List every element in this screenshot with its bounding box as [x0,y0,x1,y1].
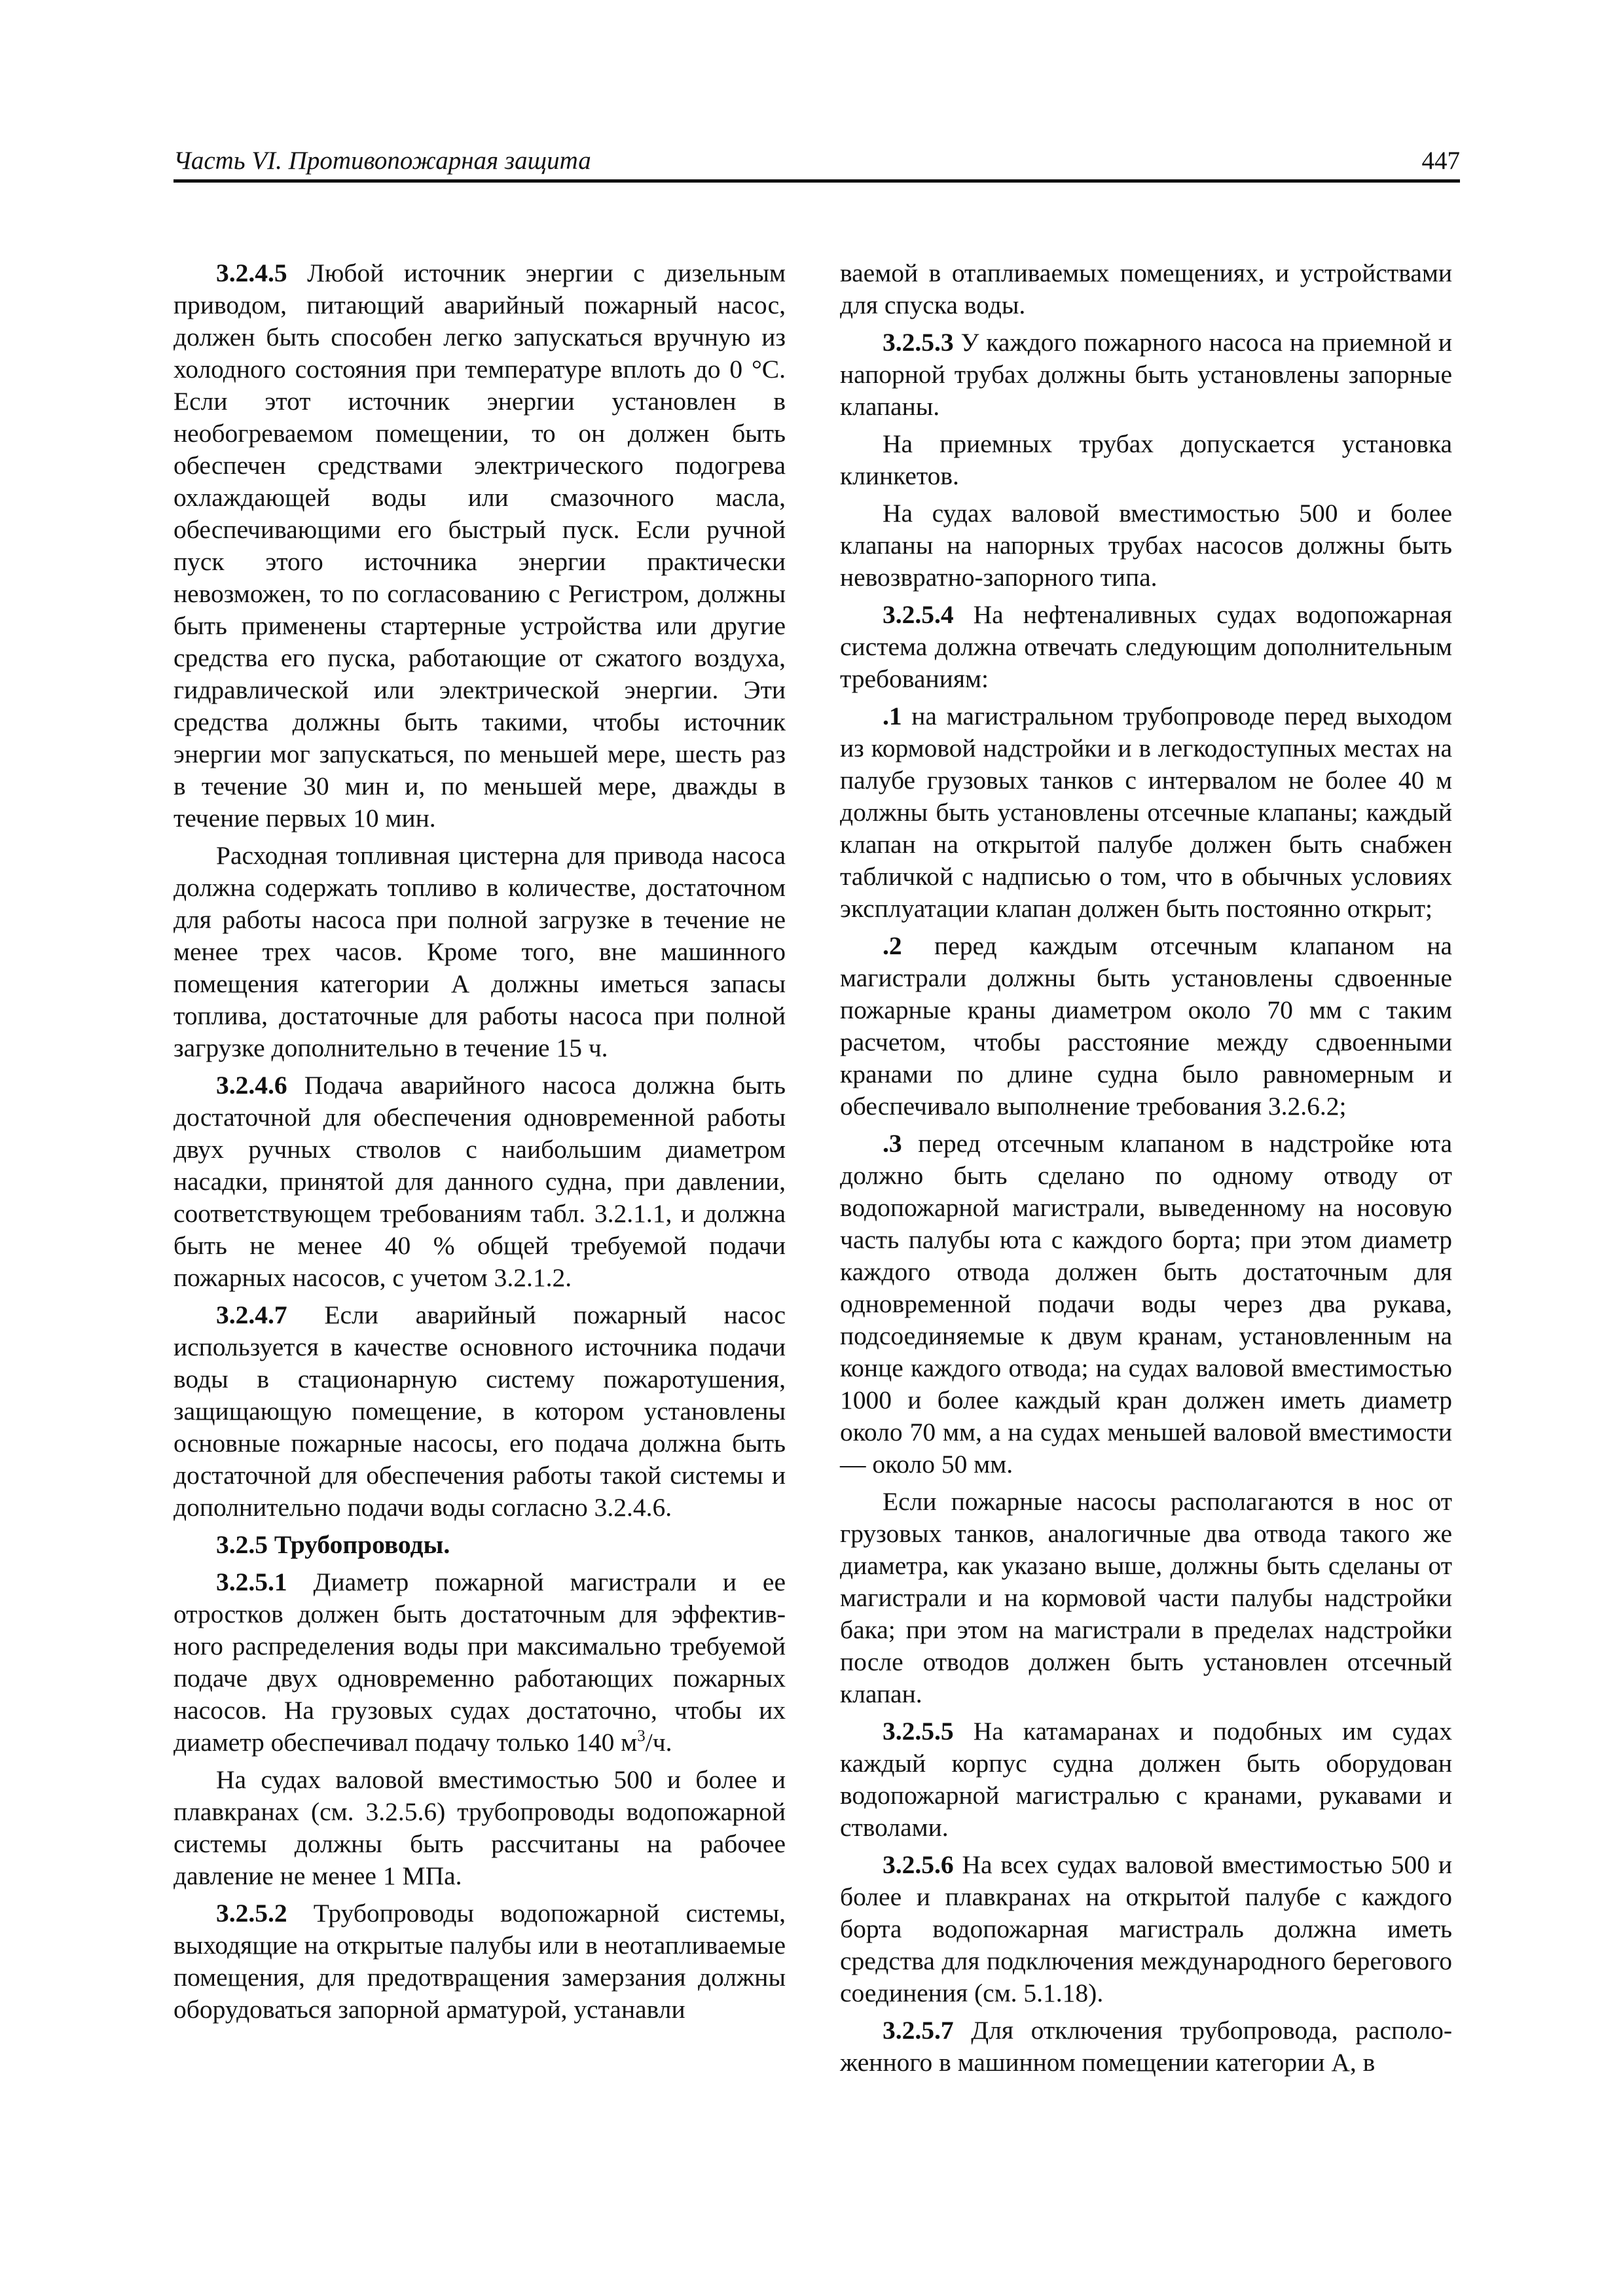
left-column [173,257,786,2031]
paragraph [173,1069,786,1294]
clause-text: Любой источник энергии с дизельным приводом, питающий аварийный пожарный насос, должен быть способен легко запускаться вручную из холодного состояния при температуре вплоть до 0 °С. Если этот источник энергии установлен в необогреваемом помещении, то он должен быть обеспечен средствами электрического подогрева охлаждающей воды или смазочного масла, обеспечивающими его быстрый пуск. Если ручной пуск этого источника энергии практически невозможен, то по согласованию с Регистром, должны быть применены стартерные устройства или другие средства его пуска, работающие от сжатого воздуха, гидравлической или электрической энергии. Эти средства должны быть такими, чтобы источник энергии мог запускаться, по меньшей мере, шесть раз в течение 30 мин и, по меньшей мере, дважды в течение первых 10 мин. [173,259,786,833]
clause-number: 3.2.4.5 [216,259,287,287]
paragraph [840,497,1452,594]
paragraph [173,1566,786,1759]
list-item [840,700,1452,925]
paragraph [840,327,1452,423]
paragraph [840,428,1452,492]
clause-text: Для отключения трубопровода, расположенного в машинном помещении категории А, в [840,2016,1452,2077]
clause-text: Расходная топливная цистерна для привода насоса должна содержать топливо в количестве, достаточном для работы насоса при полной загрузке в течение не менее трех часов. Кроме того, вне машинного помещения категории А должны иметься запасы топлива, достаточные для работы насоса при полной загрузке дополнительно в течение 15 ч. [173,841,786,1062]
section-heading [173,1529,786,1561]
superscript: 3 [637,1727,646,1745]
list-text: перед отсечным клапаном в надстройке юта должно быть сделано по одному отводу от водопожарной магистрали, выведенному на носовую часть палубы юта с каждого борта; при этом диаметр каждого отвода должен быть достаточным для одновременной подачи воды через два рукава, подсоединяемые к двум кранам, установленным на конце каждого отвода; на судах валовой вместимостью 1000 и более каждый кран должен иметь диаметр около 70 мм, а на судах меньшей валовой вместимости — около 50 мм. [840,1129,1452,1479]
right-column [840,257,1452,2084]
clause-number: 3.2.4.6 [216,1071,287,1100]
clause-text: Подача аварийного насоса должна быть достаточной для обеспечения одновременной работы двух ручных стволов с наибольшим диаметром насадки, принятой для данного судна, при давлении, соответствующем требованиям табл. 3.2.1.1, и должна быть не менее 40 % общей требуемой подачи пожарных насосов, с учетом 3.2.1.2. [173,1071,786,1292]
list-number: .1 [883,702,902,730]
paragraph [173,1764,786,1892]
list-item [840,930,1452,1122]
list-number: .3 [883,1129,902,1158]
clause-number: 3.2.5.7 [883,2016,954,2045]
clause-text: На катамаранах и подобных им судах каждый корпус судна должен быть оборудован водопожарной магистралью с кранами, рукавами и стволами. [840,1717,1452,1842]
section-heading-text: 3.2.5 Трубопроводы. [216,1530,450,1559]
list-text: перед каждым отсечным клапаном на магистрали должны быть установлены сдвоенные пожарные краны диаметром около 70 мм с таким расчетом, чтобы расстояние между сдвоенными кранами по длине судна было равномерным и обеспечивало выполнение требования 3.2.6.2; [840,931,1452,1121]
clause-number: 3.2.5.5 [883,1717,954,1746]
clause-text-tail: /ч. [645,1728,672,1757]
paragraph [840,599,1452,695]
paragraph [840,1486,1452,1710]
list-text: на магистральном трубопроводе перед выходом из кормовой надстройки и в легкодоступных местах на палубе грузовых танков с интервалом не более 40 м должны быть установлены отсечные клапаны; каждый клапан на открытой палубе должен быть снабжен табличкой с надписью о том, что в обычных условиях эксплуатации клапан должен быть постоянно открыт; [840,702,1452,923]
running-title: Часть VI. Противопожарная защита [173,147,591,175]
list-number: .2 [883,931,902,960]
page-header [173,145,1460,183]
paragraph [840,2015,1452,2079]
paragraph [173,840,786,1064]
clause-text: На приемных трубах допускается установка клинкетов. [840,429,1452,490]
clause-number: 3.2.4.7 [216,1300,287,1329]
paragraph [840,1849,1452,2009]
clause-text: На нефтеналивных судах водопожарная система должна отвечать следующим дополнительным требованиям: [840,600,1452,693]
clause-number: 3.2.5.4 [883,600,954,629]
clause-text: Диаметр пожарной магистрали и ее отростков должен быть достаточным для эффективного распределения воды при максимально требуемой подаче двух одновременно работающих пожарных насосов. На грузовых судах достаточно, чтобы их диаметр обеспечивал подачу только 140 м [173,1568,786,1757]
clause-text: На судах валовой вместимостью 500 и более клапаны на напорных трубах насосов должны быть невозвратно-запорного типа. [840,499,1452,592]
clause-number: 3.2.5.6 [883,1850,954,1879]
clause-text: Если пожарные насосы располагаются в нос от грузовых танков, аналогичные два отвода такого же диаметра, как указано выше, должны быть сделаны от магистрали и на кормовой части палубы надстройки бака; при этом на магистрали в пределах надстройки после отводов должен быть установлен отсечный клапан. [840,1487,1452,1708]
clause-text: У каждого пожарного насоса на приемной и напорной трубах должны быть установлены запорные клапаны. [840,328,1452,421]
clause-number: 3.2.5.2 [216,1899,287,1928]
paragraph [840,1715,1452,1844]
paragraph [840,257,1452,321]
clause-text: На всех судах валовой вместимостью 500 и более и плавкранах на открытой палубе с каждого борта водопожарная магистраль должна иметь средства для подключения международного берегового соединения (см. 5.1.18). [840,1850,1452,2007]
clause-text: ваемой в отапливаемых помещениях, и устройствами для спуска воды. [840,259,1452,319]
page-number: 447 [1421,147,1460,175]
paragraph [173,257,786,834]
paragraph [173,1299,786,1524]
clause-text: Трубопроводы водопожарной системы, выходящие на открытые палубы или в неотапливаемые помещения, для предотвращения замерзания должны оборудоваться запорной арматурой, устанавли [173,1899,786,2024]
clause-number: 3.2.5.3 [883,328,954,357]
list-item [840,1128,1452,1480]
clause-text: На судах валовой вместимостью 500 и более и плавкранах (см. 3.2.5.6) трубопроводы водопожарной системы должны быть рассчитаны на рабочее давление не менее 1 МПа. [173,1765,786,1890]
clause-number: 3.2.5.1 [216,1568,287,1596]
paragraph [173,1897,786,2026]
clause-text: Если аварийный пожарный насос используется в качестве основного источника подачи воды в стационарную систему пожаротушения, защищающую помещение, в котором установлены основные пожарные насосы, его подача должна быть достаточной для обеспечения работы такой системы и дополнительно подачи воды согласно 3.2.4.6. [173,1300,786,1522]
